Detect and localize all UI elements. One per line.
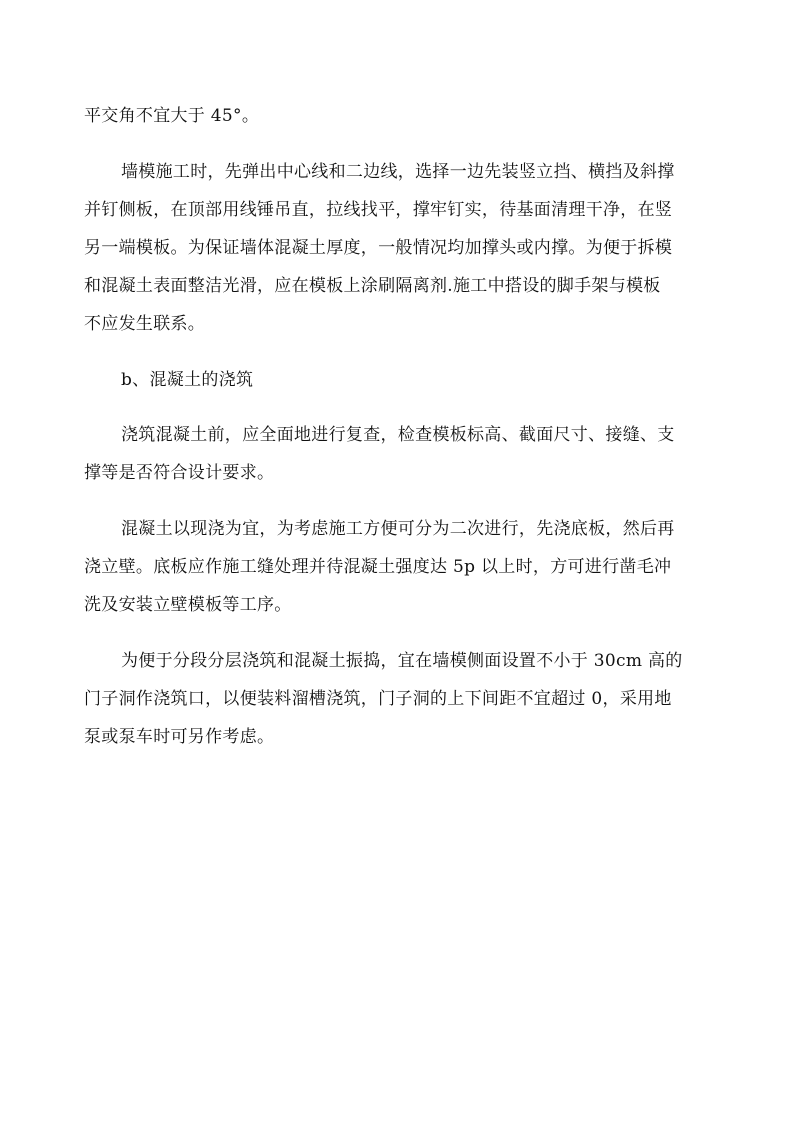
paragraph-line: 泵或泵车时可另作考虑。 xyxy=(84,727,275,747)
paragraph-line: 另一端模板。为保证墙体混凝土厚度，一般情况均加撑头或内撑。为便于拆模 xyxy=(84,238,673,258)
paragraph-line: 撑等是否符合设计要求。 xyxy=(84,463,275,483)
paragraph-line: 浇筑混凝土前，应全面地进行复查，检查模板标高、截面尺寸、接缝、支 xyxy=(121,425,675,445)
paragraph-line: 平交角不宜大于 45°。 xyxy=(84,106,260,126)
paragraph-line: 洗及安装立壁模板等工序。 xyxy=(84,595,292,615)
paragraph-line: 浇立壁。底板应作施工缝处理并待混凝土强度达 5p 以上时，方可进行凿毛冲 xyxy=(84,557,672,577)
paragraph-line: 并钉侧板，在顶部用线锤吊直，拉线找平，撑牢钉实，待基面清理干净，在竖 xyxy=(84,200,673,220)
section-heading: b、混凝土的浇筑 xyxy=(121,370,254,390)
paragraph-line: 墙模施工时，先弹出中心线和二边线，选择一边先装竖立挡、横挡及斜撑 xyxy=(121,162,675,182)
paragraph-line: 为便于分段分层浇筑和混凝土振捣，宜在墙模侧面设置不小于 30cm 高的 xyxy=(121,651,683,671)
paragraph-line: 混凝土以现浇为宜，为考虑施工方便可分为二次进行，先浇底板，然后再 xyxy=(121,519,675,539)
paragraph-line: 和混凝土表面整洁光滑，应在模板上涂刷隔离剂.施工中搭设的脚手架与模板 xyxy=(84,276,661,296)
paragraph-line: 门子洞作浇筑口，以便装料溜槽浇筑，门子洞的上下间距不宜超过 0，采用地 xyxy=(84,689,672,709)
paragraph-line: 不应发生联系。 xyxy=(84,314,206,334)
